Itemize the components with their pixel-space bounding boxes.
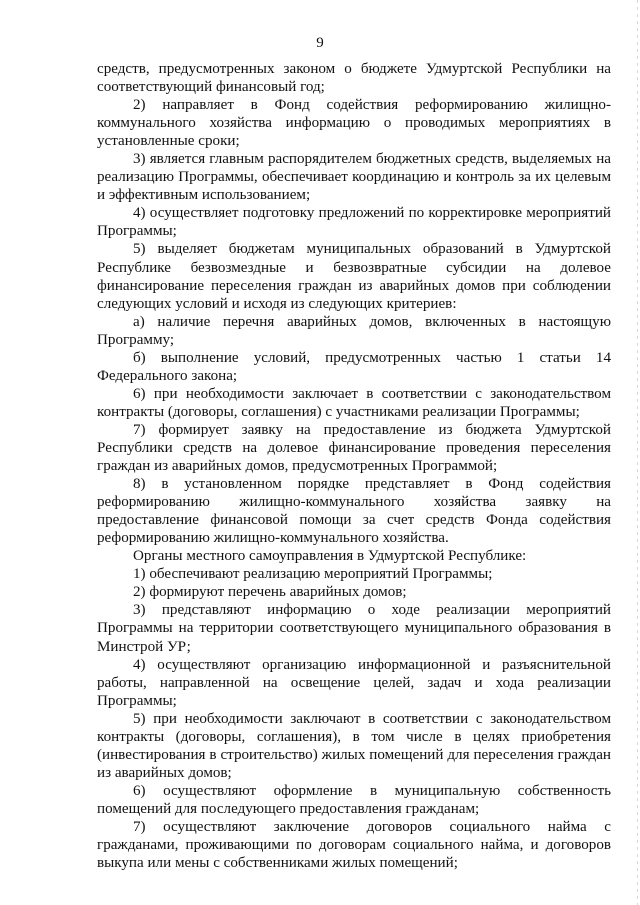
paragraph-local-item-1: 1) обеспечивают реализацию мероприятий Программы; bbox=[133, 566, 493, 583]
paragraph-local-item-5: 5) при необходимости заключают в соответствии с законодательством контракты (договоры, соглашения), в том числе в целях приобретения (инвестирования в строительство) жилых помещений для переселения граждан из аварийных домов; bbox=[97, 710, 611, 781]
scan-edge-line bbox=[637, 0, 638, 905]
paragraph-item-8: 8) в установленном порядке представляет в Фонд содействия реформированию жилищно-коммунального хозяйства заявку на предоставление финансовой помощи за счет средств Фонда содействия реформированию жилищно-коммунального хозяйства. bbox=[97, 476, 611, 547]
paragraph-item-4: 4) осуществляет подготовку предложений по корректировке мероприятий Программы; bbox=[97, 205, 611, 240]
paragraph-subitem-a: а) наличие перечня аварийных домов, включенных в настоящую Программу; bbox=[97, 313, 611, 348]
paragraph-continuation: средств, предусмотренных законом о бюджете Удмуртской Республики на соответствующий финансовый год; bbox=[97, 61, 611, 96]
paragraph-item-3: 3) является главным распорядителем бюджетных средств, выделяемых на реализацию Программы, обеспечивает координацию и контроль за их целевым и эффективным использованием; bbox=[97, 151, 611, 204]
paragraph-local-item-7: 7) осуществляют заключение договоров социального найма с гражданами, проживающими по договорам социального найма, и договоров выкупа или мены с собственниками жилых помещений; bbox=[97, 818, 611, 872]
paragraph-item-5: 5) выделяет бюджетам муниципальных образований в Удмуртской Республике безвозмездные и безвозвратные субсидии на долевое финансирование переселения граждан из аварийных домов при соблюдении следующих условий и исходя из следующих критериев: bbox=[97, 241, 611, 312]
paragraph-item-2: 2) направляет в Фонд содействия реформированию жилищно-коммунального хозяйства информацию о проводимых мероприятиях в установленные сроки; bbox=[97, 97, 611, 150]
paragraph-local-item-2: 2) формируют перечень аварийных домов; bbox=[133, 584, 407, 601]
document-body bbox=[97, 60, 611, 872]
paragraph-local-item-6: 6) осуществляют оформление в муниципальную собственность помещений для последующего предоставления гражданам; bbox=[97, 782, 611, 817]
page-number: 9 bbox=[316, 35, 324, 51]
section-heading-local-authorities: Органы местного самоуправления в Удмуртской Республике: bbox=[133, 548, 527, 565]
paragraph-item-7: 7) формирует заявку на предоставление из бюджета Удмуртской Республики средств на долевое финансирование проведения переселения граждан из аварийных домов, предусмотренных Программой; bbox=[97, 421, 611, 475]
paragraph-local-item-4: 4) осуществляют организацию информационной и разъяснительной работы, направленной на освещение целей, задач и хода реализации Программы; bbox=[97, 656, 611, 709]
paragraph-local-item-3: 3) представляют информацию о ходе реализации мероприятий Программы на территории соответствующего муниципального образования в Минстрой УР; bbox=[97, 602, 611, 655]
paragraph-subitem-b: б) выполнение условий, предусмотренных частью 1 статьи 14 Федерального закона; bbox=[97, 349, 611, 384]
paragraph-item-6: 6) при необходимости заключает в соответствии с законодательством контракты (договоры, соглашения) с участниками реализации Программы; bbox=[97, 385, 611, 420]
